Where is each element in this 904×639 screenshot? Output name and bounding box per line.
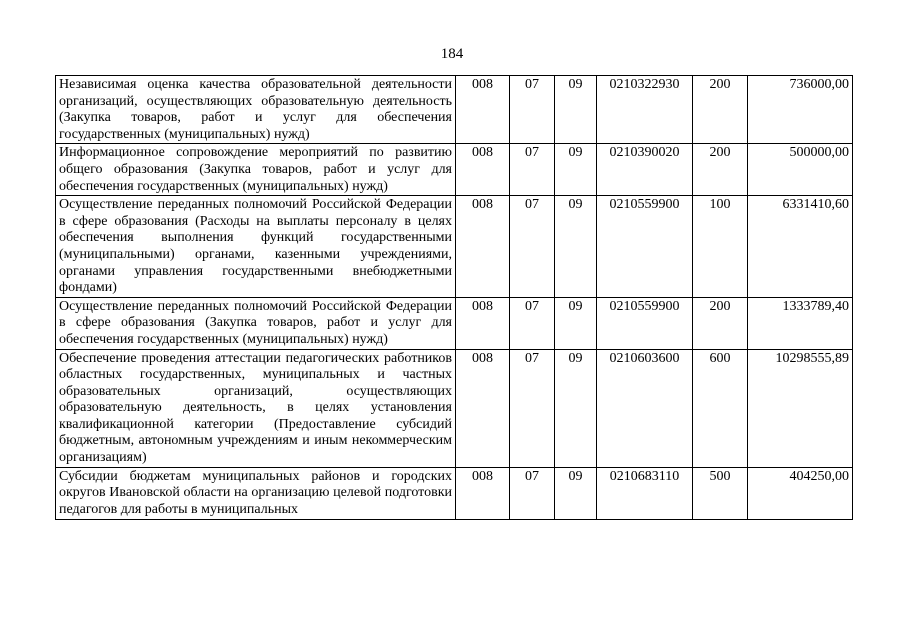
- ministry-code: 008: [456, 467, 510, 519]
- amount: 500000,00: [748, 144, 853, 196]
- section-code: 07: [510, 297, 555, 349]
- expense-type-code: 100: [693, 196, 748, 298]
- amount: 404250,00: [748, 467, 853, 519]
- row-description: Информационное сопровождение мероприятий по развитию общего образования (Закупка товаров, работ и услуг для обеспечения государственных (муниципальных) нужд): [56, 144, 456, 196]
- expense-type-code: 200: [693, 144, 748, 196]
- target-code: 0210390020: [597, 144, 693, 196]
- section-code: 07: [510, 144, 555, 196]
- expense-type-code: 500: [693, 467, 748, 519]
- row-description: Осуществление переданных полномочий Российской Федерации в сфере образования (Закупка товаров, работ и услуг для обеспечения государственных (муниципальных) нужд): [56, 297, 456, 349]
- ministry-code: 008: [456, 196, 510, 298]
- amount: 6331410,60: [748, 196, 853, 298]
- amount: 736000,00: [748, 76, 853, 144]
- expense-type-code: 200: [693, 297, 748, 349]
- page-number: 184: [440, 46, 464, 62]
- target-code: 0210559900: [597, 196, 693, 298]
- ministry-code: 008: [456, 349, 510, 467]
- table-row: [56, 467, 853, 519]
- expense-type-code: 600: [693, 349, 748, 467]
- subsection-code: 09: [555, 297, 597, 349]
- subsection-code: 09: [555, 196, 597, 298]
- amount: 1333789,40: [748, 297, 853, 349]
- table-row: [56, 76, 853, 144]
- ministry-code: 008: [456, 144, 510, 196]
- table-row: [56, 196, 853, 298]
- row-description: Независимая оценка качества образовательной деятельности организаций, осуществляющих образовательную деятельность (Закупка товаров, работ и услуг для обеспечения государственных (муниципальных) нужд): [56, 76, 456, 144]
- subsection-code: 09: [555, 76, 597, 144]
- target-code: 0210683110: [597, 467, 693, 519]
- table-row: [56, 297, 853, 349]
- table-row: [56, 349, 853, 467]
- ministry-code: 008: [456, 297, 510, 349]
- expense-type-code: 200: [693, 76, 748, 144]
- ministry-code: 008: [456, 76, 510, 144]
- row-description: Осуществление переданных полномочий Российской Федерации в сфере образования (Расходы на выплаты персоналу в целях обеспечения выполнения функций государственными (муниципальными) органами, казенными учреждениями, органами управления государственными внебюджетными фондами): [56, 196, 456, 298]
- row-description: Обеспечение проведения аттестации педагогических работников областных государственных, муниципальных и частных образовательных организаций, осуществляющих образовательную деятельность, в целях установления квалификационной категории (Предоставление субсидий бюджетным, автономным учреждениям и иным некоммерческим организациям): [56, 349, 456, 467]
- budget-table: [55, 75, 853, 520]
- row-description-cell: [56, 467, 456, 519]
- table-row: [56, 144, 853, 196]
- target-code: 0210603600: [597, 349, 693, 467]
- section-code: 07: [510, 467, 555, 519]
- section-code: 07: [510, 349, 555, 467]
- subsection-code: 09: [555, 144, 597, 196]
- target-code: 0210322930: [597, 76, 693, 144]
- subsection-code: 09: [555, 349, 597, 467]
- target-code: 0210559900: [597, 297, 693, 349]
- subsection-code: 09: [555, 467, 597, 519]
- section-code: 07: [510, 76, 555, 144]
- row-description: Субсидии бюджетам муниципальных районов и городских округов Ивановской области на организацию целевой подготовки педагогов для работы в муниципальных: [59, 468, 452, 517]
- amount: 10298555,89: [748, 349, 853, 467]
- section-code: 07: [510, 196, 555, 298]
